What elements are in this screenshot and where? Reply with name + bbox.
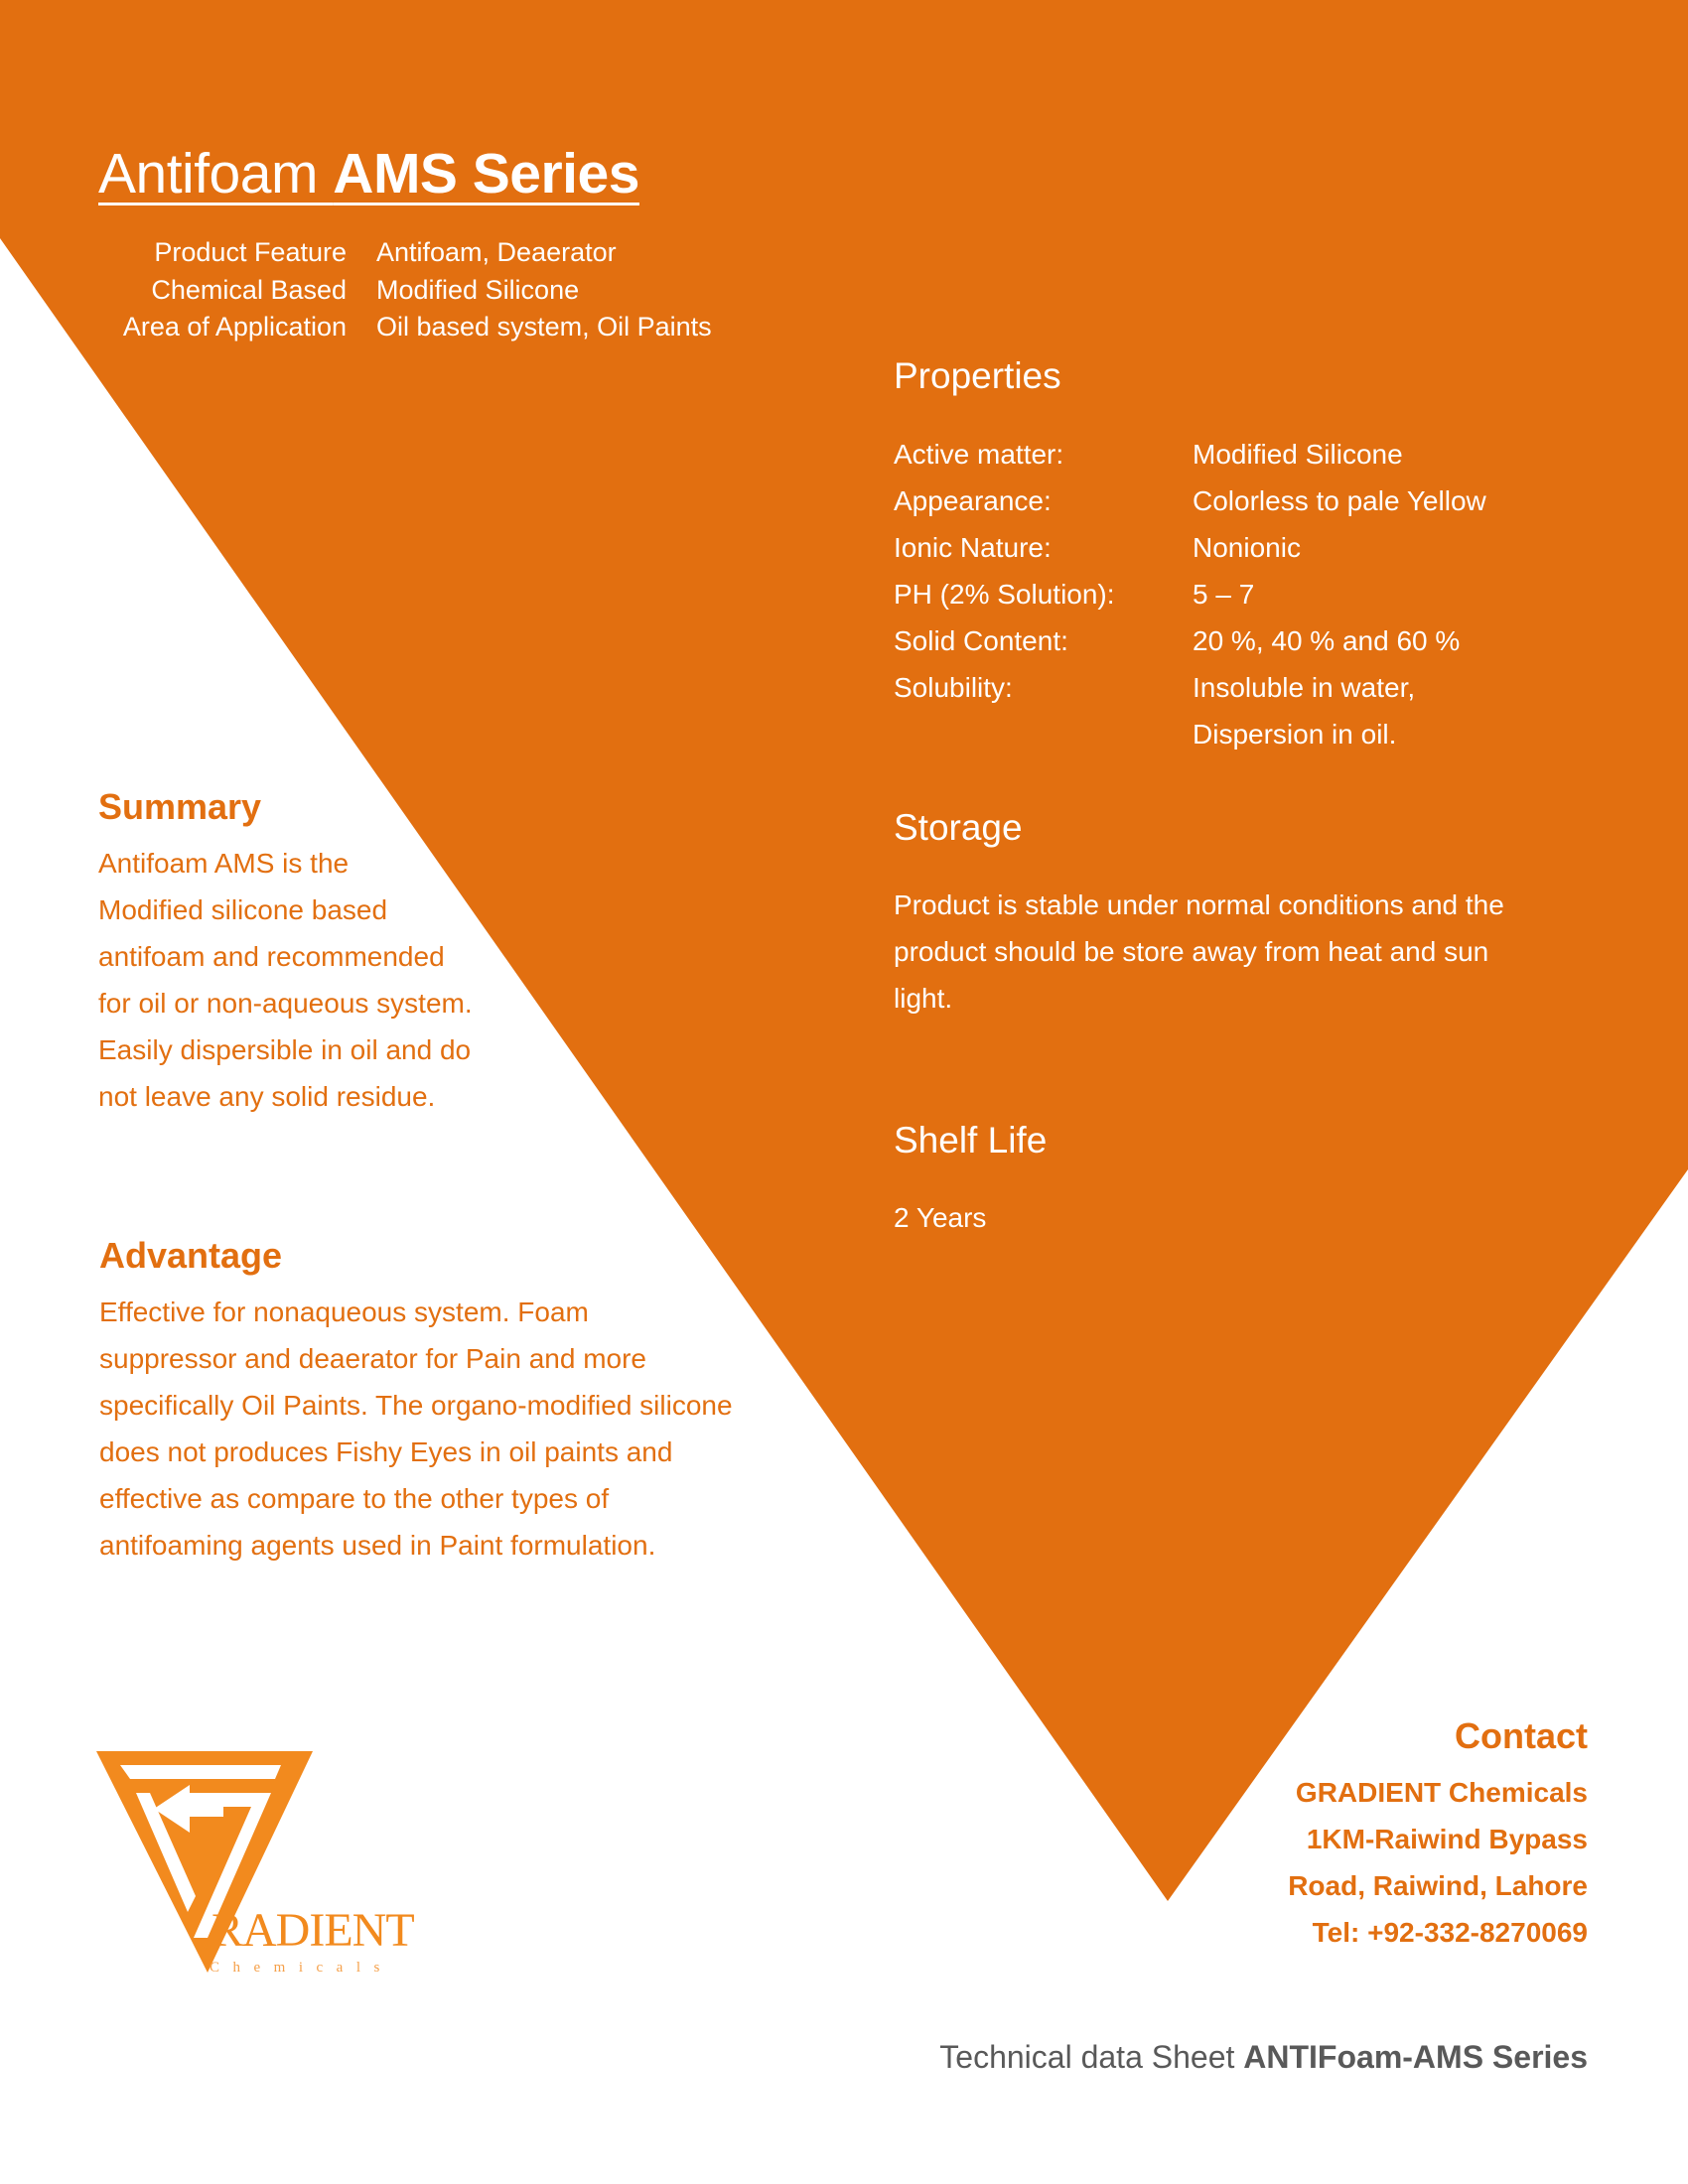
- feature-label: Area of Application: [122, 312, 347, 341]
- advantage-line: does not produces Fishy Eyes in oil paints and: [99, 1436, 673, 1467]
- feature-label: Product Feature: [154, 237, 347, 267]
- property-label: [894, 711, 1193, 757]
- company-logo: [96, 1749, 434, 1987]
- feature-row: [99, 234, 712, 272]
- storage-line: product should be store away from heat and sun: [894, 936, 1489, 967]
- storage-line: light.: [894, 983, 953, 1014]
- contact-block: [1288, 1715, 1588, 1956]
- property-value: Nonionic: [1193, 532, 1301, 563]
- property-label: Appearance:: [894, 485, 1052, 516]
- advantage-text: [99, 1289, 733, 1569]
- summary-line: antifoam and recommended: [98, 941, 445, 972]
- summary-heading: Summary: [98, 786, 262, 827]
- property-label: PH (2% Solution):: [894, 579, 1115, 610]
- storage-line: Product is stable under normal conditions and the: [894, 889, 1504, 920]
- property-value: 5 – 7: [1193, 579, 1255, 610]
- advantage-heading: Advantage: [99, 1235, 283, 1276]
- property-row: [894, 478, 1486, 524]
- footer-bold: ANTIFoam-AMS Series: [1243, 2039, 1588, 2075]
- property-row: [894, 664, 1486, 711]
- title-regular: Antifoam: [98, 142, 334, 205]
- property-value: Modified Silicone: [1193, 439, 1403, 470]
- property-value: Insoluble in water,: [1193, 672, 1416, 703]
- property-label: Solubility:: [894, 672, 1013, 703]
- advantage-line: antifoaming agents used in Paint formulation.: [99, 1530, 656, 1561]
- storage-text: [894, 882, 1609, 1022]
- page-title: [98, 141, 639, 206]
- feature-value: Modified Silicone: [376, 274, 580, 305]
- properties-heading: Properties: [894, 355, 1061, 396]
- advantage-line: Effective for nonaqueous system. Foam: [99, 1297, 589, 1327]
- summary-line: Modified silicone based: [98, 894, 388, 925]
- property-value: Colorless to pale Yellow: [1193, 485, 1486, 516]
- advantage-line: suppressor and deaerator for Pain and more: [99, 1343, 646, 1374]
- property-row: [894, 524, 1486, 571]
- feature-label: Chemical Based: [151, 274, 347, 305]
- contact-heading: Contact: [1455, 1715, 1588, 1756]
- advantage-line: effective as compare to the other types of: [99, 1483, 610, 1514]
- shelf-life-text: 2 Years: [894, 1202, 987, 1233]
- title-bold: AMS Series: [333, 142, 639, 205]
- property-row: [894, 571, 1486, 617]
- property-row: [894, 711, 1486, 757]
- feature-value: Oil based system, Oil Paints: [376, 312, 712, 341]
- property-value: Dispersion in oil.: [1193, 719, 1397, 750]
- contact-company: GRADIENT Chemicals: [1295, 1777, 1588, 1808]
- storage-heading: Storage: [894, 807, 1023, 848]
- property-label: Active matter:: [894, 439, 1064, 470]
- summary-text: [98, 840, 473, 1120]
- logo-subtitle: Chemicals: [210, 1960, 393, 1976]
- summary-line: not leave any solid residue.: [98, 1081, 436, 1112]
- logo-wordmark: RADIENT: [211, 1904, 414, 1957]
- feature-value: Antifoam, Deaerator: [376, 237, 617, 267]
- property-label: Solid Content:: [894, 625, 1068, 656]
- property-row: [894, 617, 1486, 664]
- property-value: 20 %, 40 % and 60 %: [1193, 625, 1461, 656]
- summary-line: Easily dispersible in oil and do: [98, 1034, 472, 1065]
- contact-details: [1288, 1769, 1588, 1956]
- advantage-line: specifically Oil Paints. The organo-modified silicone: [99, 1390, 733, 1421]
- feature-row: [99, 309, 712, 346]
- property-label: Ionic Nature:: [894, 532, 1052, 563]
- feature-table: [99, 234, 712, 346]
- feature-row: [99, 272, 712, 310]
- property-row: [894, 431, 1486, 478]
- contact-address-line: Road, Raiwind, Lahore: [1288, 1870, 1588, 1901]
- shelf-life-heading: Shelf Life: [894, 1120, 1048, 1160]
- contact-phone: Tel: +92-332-8270069: [1312, 1917, 1588, 1948]
- footer-regular: Technical data Sheet: [939, 2039, 1244, 2075]
- contact-address-line: 1KM-Raiwind Bypass: [1306, 1824, 1588, 1854]
- footer-caption: [939, 2039, 1588, 2076]
- summary-line: Antifoam AMS is the: [98, 848, 350, 879]
- properties-table: [894, 431, 1486, 757]
- summary-line: for oil or non-aqueous system.: [98, 988, 473, 1019]
